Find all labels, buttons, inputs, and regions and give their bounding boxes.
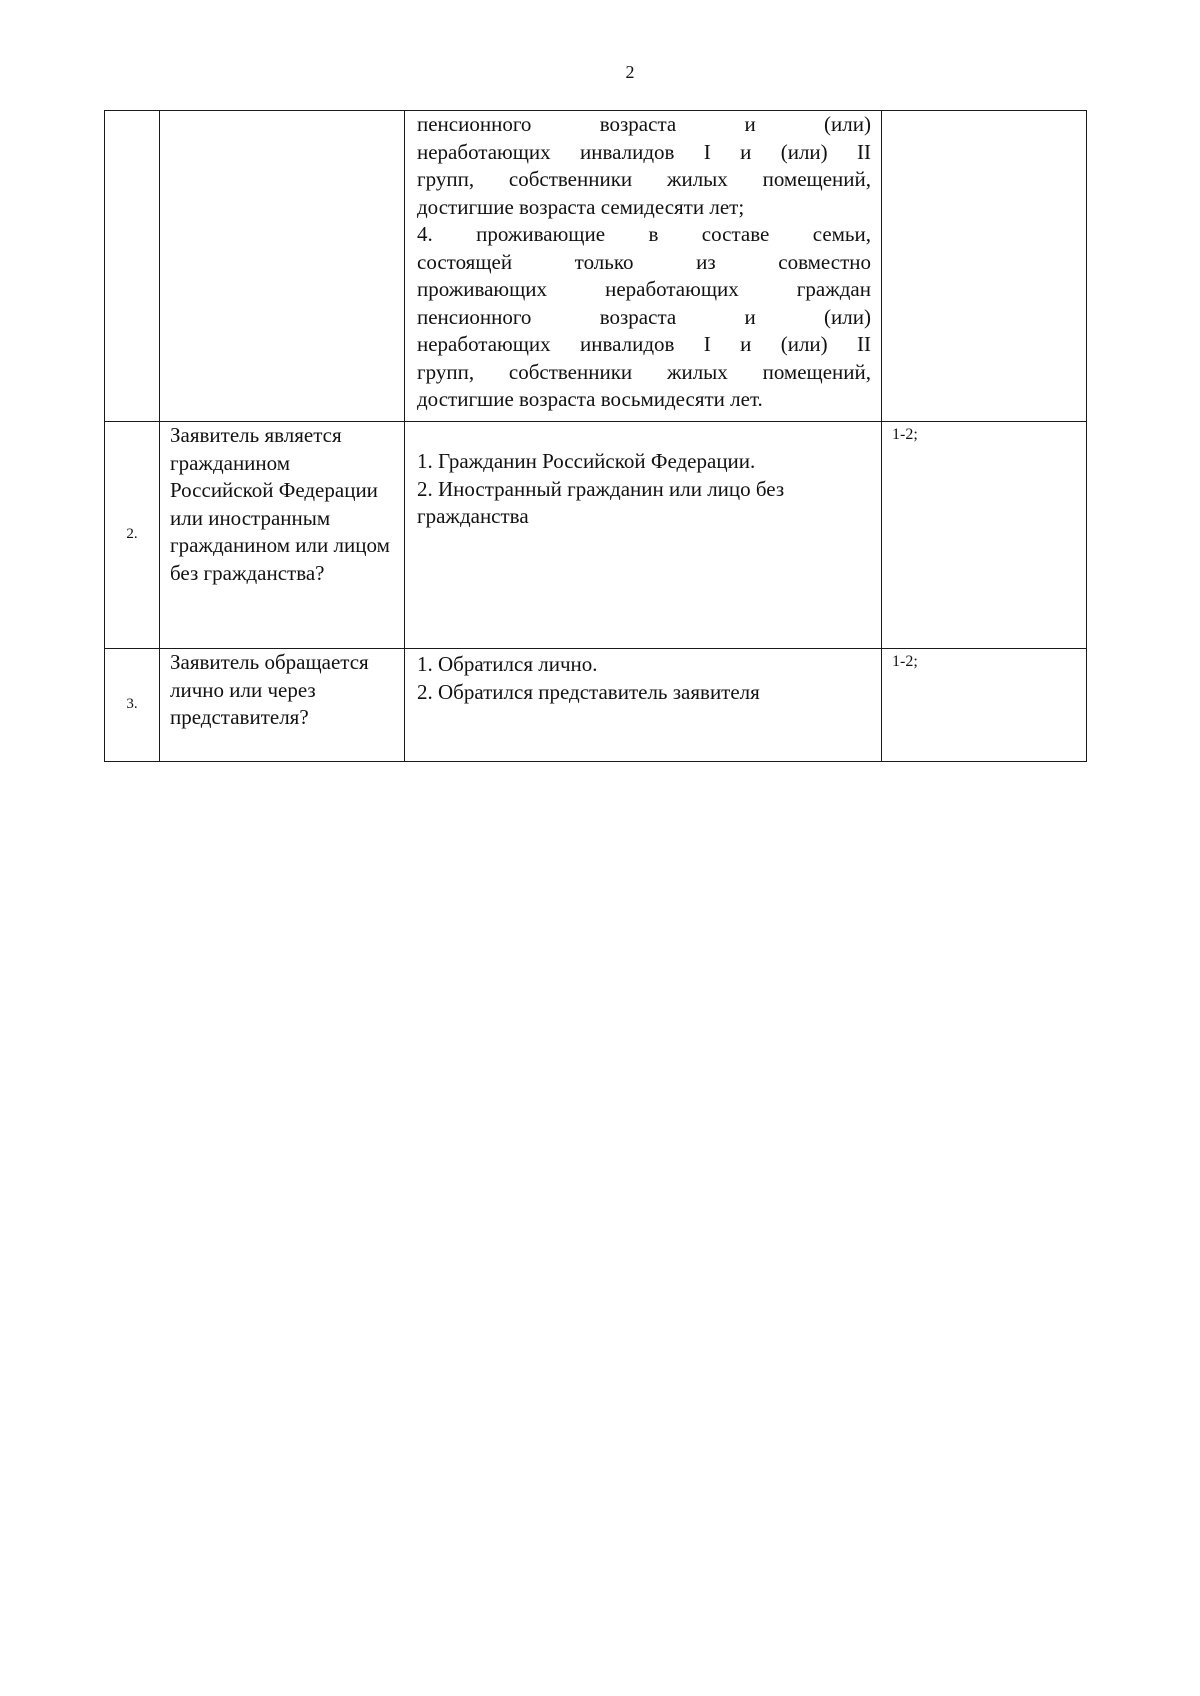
criteria-table bbox=[104, 110, 1087, 762]
answer-line: проживающих неработающих граждан bbox=[417, 277, 871, 301]
reference-cell: 1-2; bbox=[882, 649, 1087, 762]
answer-line: состоящей только из совместно bbox=[417, 249, 871, 274]
answer-line: групп, собственники жилых помещений, bbox=[417, 359, 871, 384]
row-number-cell bbox=[105, 111, 160, 422]
reference-cell bbox=[882, 111, 1087, 422]
answer-line: неработающих инвалидов I и (или) II bbox=[417, 332, 871, 356]
question-cell bbox=[160, 111, 405, 422]
answer-line: неработающих инвалидов I и (или) II bbox=[417, 139, 871, 164]
answer-line: 4. проживающие в составе семьи, bbox=[417, 222, 871, 246]
table-row bbox=[105, 422, 1087, 649]
answer-cell bbox=[405, 111, 882, 422]
answer-line: достигшие возраста семидесяти лет; bbox=[417, 194, 745, 219]
answer-option: 2. Иностранный гражданин или лицо без гражданства bbox=[417, 476, 785, 528]
row-number-cell: 2. bbox=[105, 422, 160, 649]
answer-cell bbox=[405, 649, 882, 762]
answer-option: 1. Обратился лично. bbox=[417, 652, 598, 676]
row-number-cell: 3. bbox=[105, 649, 160, 762]
question-cell: Заявитель является гражданином Российской Федерации или иностранным гражданином или лицом без гражданства? bbox=[160, 422, 405, 649]
question-cell: Заявитель обращается лично или через представителя? bbox=[160, 649, 405, 762]
table-row bbox=[105, 649, 1087, 762]
page-number: 2 bbox=[625, 62, 635, 82]
answer-line: пенсионного возраста и (или) bbox=[417, 112, 871, 136]
reference-cell: 1-2; bbox=[882, 422, 1087, 649]
answer-line: групп, собственники жилых помещений, bbox=[417, 167, 871, 191]
answer-option: 2. Обратился представитель заявителя bbox=[417, 679, 760, 704]
answer-line: достигшие возраста восьмидесяти лет. bbox=[417, 387, 763, 411]
table-row bbox=[105, 111, 1087, 422]
answer-line: пенсионного возраста и (или) bbox=[417, 304, 871, 329]
answer-cell bbox=[405, 422, 882, 649]
answer-option: 1. Гражданин Российской Федерации. bbox=[417, 449, 756, 473]
